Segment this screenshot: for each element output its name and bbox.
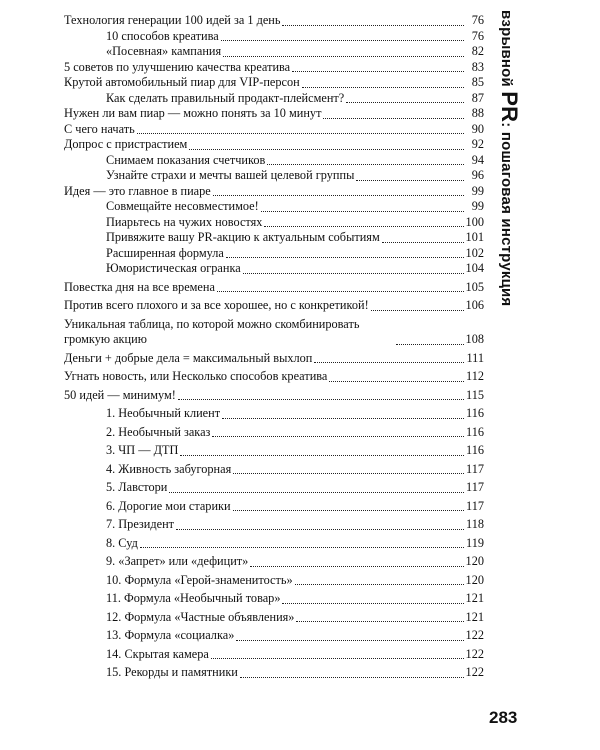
toc-entry [64, 499, 484, 515]
toc-entry [64, 517, 484, 533]
toc-entry [64, 647, 484, 663]
toc-entry [64, 44, 484, 60]
toc-entry-title: 10. Формула «Герой-знаменитость» [106, 572, 293, 587]
dot-leader [233, 510, 464, 511]
running-title [498, 10, 520, 530]
toc-entry-title: Снимаем показания счетчиков [106, 152, 266, 167]
toc-entry-page: 104 [465, 261, 484, 275]
dot-leader [323, 118, 464, 119]
toc-entry-page: 76 [471, 13, 484, 27]
toc-entry-page: 82 [471, 44, 484, 58]
dot-leader [396, 344, 464, 345]
toc-entry-title: Совмещайте несовместимое! [106, 199, 259, 213]
toc-entry-page: 116 [466, 406, 484, 420]
toc-entry-title: Как сделать правильный продакт-плейсмент? [106, 90, 345, 105]
toc-entry-page: 115 [466, 387, 484, 402]
toc-entry-page: 117 [466, 480, 484, 494]
toc-entry-page: 88 [471, 106, 484, 120]
toc-entry [64, 168, 484, 184]
toc-entry [64, 246, 484, 262]
toc-entry-page: 111 [466, 350, 484, 365]
dot-leader [282, 25, 464, 26]
toc-entry-title: «Посевная» кампания [106, 44, 222, 58]
toc-entry-title: Против всего плохого и за все хорошее, но с конкретикой! [64, 298, 369, 312]
toc-entry-page: 116 [466, 424, 484, 439]
dot-leader [371, 310, 464, 311]
toc-entry-title: 12. Формула «Частные объявления» [106, 609, 295, 624]
toc-entry-title: Юмористическая огранка [106, 261, 241, 275]
dot-leader [233, 473, 464, 474]
toc-entry [64, 230, 484, 246]
toc-entry-title: 8. Суд [106, 535, 138, 550]
toc-entry-title: 11. Формула «Необычный товар» [106, 591, 281, 605]
running-title-text [498, 10, 520, 530]
toc-entry [64, 298, 484, 314]
toc-entry-title: Повестка дня на все времена [64, 279, 215, 294]
toc-entry-page: 120 [465, 572, 484, 587]
toc-entry-page: 121 [465, 591, 484, 605]
toc-entry [64, 60, 484, 76]
toc-entry-title: С чего начать [64, 121, 135, 136]
toc-entry-page: 85 [471, 75, 484, 89]
toc-entry-title: Крутой автомобильный пиар для VIP-персон [64, 75, 300, 89]
toc-entry-page: 92 [471, 137, 484, 151]
dot-leader [212, 436, 464, 437]
dot-leader [329, 381, 464, 382]
toc-entry-title: Допрос с пристрастием [64, 137, 188, 151]
dot-leader [267, 164, 464, 165]
toc-entry-page: 105 [465, 279, 484, 294]
dot-leader [137, 133, 464, 134]
dot-leader [302, 87, 464, 88]
toc-entry [64, 369, 484, 385]
dot-leader [178, 399, 464, 400]
toc-entry-title: Расширенная формула [106, 245, 224, 260]
toc-entry [64, 75, 484, 91]
toc-entry-page: 99 [471, 183, 484, 198]
running-title-pr: PR [497, 91, 522, 123]
toc-entry [64, 351, 484, 367]
toc-entry [64, 443, 484, 459]
running-title-part: : пошаговая инструкция [498, 122, 515, 307]
toc-entry [64, 29, 484, 45]
dot-leader [243, 273, 464, 274]
toc-entry [64, 91, 484, 107]
dot-leader [180, 455, 464, 456]
toc-entry [64, 536, 484, 552]
toc-entry-title: Нужен ли вам пиар — можно понять за 10 минут [64, 106, 322, 120]
dot-leader [213, 195, 464, 196]
toc-entry-title: 50 идей — минимум! [64, 387, 176, 402]
toc-entry-page: 87 [471, 90, 484, 105]
toc-entry [64, 261, 484, 277]
toc-entry-title: 3. ЧП — ДТП [106, 443, 179, 457]
toc-entry [64, 406, 484, 422]
toc-entry-title: 6. Дорогие мои старики [106, 498, 231, 513]
dot-leader [282, 603, 463, 604]
dot-leader [295, 584, 464, 585]
toc-entry-page: 117 [466, 461, 484, 476]
dot-leader [189, 149, 464, 150]
toc-entry [64, 480, 484, 496]
dot-leader [250, 566, 463, 567]
toc-entry-page: 116 [466, 443, 484, 457]
toc-entry-page: 122 [465, 665, 484, 679]
dot-leader [240, 677, 464, 678]
toc-entry-title: 10 способов креатива [106, 28, 219, 43]
toc-entry-page: 117 [466, 498, 484, 513]
toc-entry [64, 122, 484, 138]
toc-entry-title: 13. Формула «социалка» [106, 628, 235, 642]
toc-entry-page: 100 [465, 214, 484, 229]
dot-leader [292, 71, 464, 72]
toc-entry-page: 99 [471, 199, 484, 213]
toc-entry [64, 215, 484, 231]
toc-entry-page: 112 [466, 369, 484, 383]
dot-leader [222, 418, 464, 419]
toc-entry-page: 106 [465, 298, 484, 312]
toc-entry [64, 137, 484, 153]
toc-entry-title: 1. Необычный клиент [106, 406, 221, 420]
toc-entry-title: Технология генерации 100 идей за 1 день [64, 13, 281, 27]
toc-entry-page: 121 [465, 609, 484, 624]
dot-leader [296, 621, 463, 622]
toc-entry-title: Уникальная таблица, по которой можно скомбинировать громкую акцию [64, 317, 396, 348]
toc-entry-title: Узнайте страхи и мечты вашей целевой группы [106, 168, 355, 182]
toc-entry-page: 83 [471, 59, 484, 74]
toc-entry [64, 13, 484, 29]
toc-entry [64, 317, 484, 348]
toc-entry-page: 101 [465, 230, 484, 244]
dot-leader [261, 211, 464, 212]
toc-entry-page: 108 [465, 332, 484, 346]
toc-entry-title: 9. «Запрет» или «дефицит» [106, 554, 249, 568]
toc-entry-title: 4. Живность забугорная [106, 461, 232, 476]
toc-entry-page: 96 [471, 168, 484, 182]
toc-entry-title: 15. Рекорды и памятники [106, 665, 238, 679]
toc-entry-title: Идея — это главное в пиаре [64, 183, 211, 198]
toc-entry-page: 90 [471, 121, 484, 136]
dot-leader [140, 547, 464, 548]
toc-entry [64, 665, 484, 681]
toc-entry [64, 591, 484, 607]
dot-leader [217, 291, 464, 292]
toc-entry-page: 119 [466, 535, 484, 550]
dot-leader [223, 56, 464, 57]
toc-entry-title: Деньги + добрые дела = максимальный выхлоп [64, 350, 313, 365]
toc-entry-page: 76 [471, 28, 484, 43]
toc-entry-title: Привяжите вашу PR-акцию к актуальным событиям [106, 230, 380, 244]
toc-entry-title: Угнать новость, или Несколько способов креатива [64, 369, 328, 383]
toc-entry [64, 184, 484, 200]
toc-entry-page: 118 [466, 517, 484, 531]
toc-entry-title: 2. Необычный заказ [106, 424, 211, 439]
dot-leader [356, 180, 464, 181]
toc-entry-page: 120 [465, 554, 484, 568]
dot-leader [211, 658, 464, 659]
dot-leader [382, 242, 464, 243]
toc-entry [64, 628, 484, 644]
toc-entry [64, 388, 484, 404]
table-of-contents [64, 13, 484, 681]
toc-entry-page: 122 [465, 646, 484, 661]
toc-entry [64, 280, 484, 296]
toc-entry-title: 5. Лавстори [106, 480, 168, 494]
toc-entry-page: 122 [465, 628, 484, 642]
dot-leader [346, 102, 464, 103]
toc-entry-page: 102 [465, 245, 484, 260]
dot-leader [176, 529, 464, 530]
toc-entry [64, 462, 484, 478]
dot-leader [314, 362, 464, 363]
toc-entry [64, 554, 484, 570]
dot-leader [221, 40, 464, 41]
dot-leader [264, 226, 463, 227]
toc-entry [64, 610, 484, 626]
toc-entry-title: Пиарьтесь на чужих новостях [106, 214, 263, 229]
dot-leader [226, 257, 464, 258]
toc-entry [64, 106, 484, 122]
dot-leader [236, 640, 463, 641]
toc-entry [64, 573, 484, 589]
toc-entry-title: 14. Скрытая камера [106, 646, 209, 661]
toc-entry [64, 199, 484, 215]
dot-leader [169, 492, 464, 493]
toc-entry-page: 94 [471, 152, 484, 167]
page-number: 283 [489, 708, 518, 727]
toc-entry-title: 7. Президент [106, 517, 175, 531]
toc-entry [64, 425, 484, 441]
toc-entry-title: 5 советов по улучшению качества креатива [64, 59, 291, 74]
toc-entry [64, 153, 484, 169]
running-title-part: взрывной [498, 10, 515, 92]
